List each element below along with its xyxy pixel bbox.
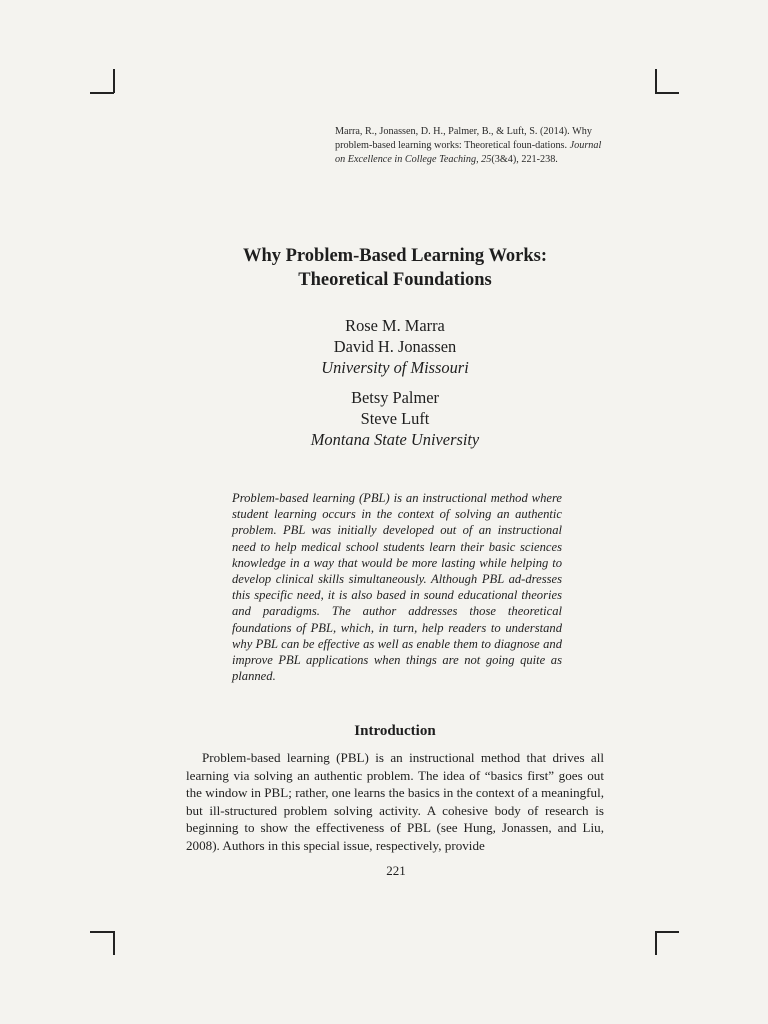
crop-mark-bottom-left-vertical xyxy=(113,931,115,955)
author-affiliation: University of Missouri xyxy=(321,358,469,377)
paper-title xyxy=(180,244,610,292)
section-heading-introduction: Introduction xyxy=(354,723,436,739)
paper-title-line-2: Theoretical Foundations xyxy=(298,270,492,290)
author-affiliation: Montana State University xyxy=(310,430,480,449)
crop-mark-top-right-vertical xyxy=(655,69,657,93)
crop-mark-bottom-right-vertical xyxy=(655,931,657,955)
body-paragraph: Problem-based learning (PBL) is an instructional method that drives all learning via solving an authentic problem. The idea of “basics first” goes out the window in PBL; rather, one learns the basics in the context of a meaningful, but ill-structured problem solving activity. A cohesive body of research is beginning to show the effectiveness of PBL (see Hung, Jonassen, and Liu, 2008). Authors in this special issue, respectively, provide xyxy=(186,750,604,853)
crop-mark-top-left-vertical xyxy=(113,69,115,93)
crop-mark-bottom-right-horizontal xyxy=(655,931,679,933)
crop-mark-bottom-left-horizontal xyxy=(90,931,114,933)
crop-mark-top-left-horizontal xyxy=(90,92,114,94)
paper-title-line-1: Why Problem-Based Learning Works: xyxy=(242,246,548,266)
author-name: Rose M. Marra xyxy=(345,316,445,335)
citation-article-title: Why problem-based learning works: Theoretical foun-dations. xyxy=(335,126,592,152)
author-name: Betsy Palmer xyxy=(351,388,439,407)
author-list xyxy=(180,315,610,450)
page-number: 221 xyxy=(386,863,406,878)
abstract: Problem-based learning (PBL) is an instructional method where student learning occurs in the context of solving an authentic problem. PBL was initially developed out of an instructional need to help medical school students learn their basic sciences knowledge in a way that would be more lasting while helping to develop clinical skills simultaneously. Although PBL ad-dresses this specific need, it is also based in sound educational theories and paradigms. The author addresses those theoretical foundations of PBL, which, in turn, help readers to understand why PBL can be effective as well as enable them to diagnose and improve PBL applications when things are not going quite as planned. xyxy=(232,491,562,684)
citation-authors-year: Marra, R., Jonassen, D. H., Palmer, B., & Luft, S. (2014). xyxy=(335,126,570,137)
author-name: Steve Luft xyxy=(360,409,430,428)
citation-journal: Journal on Excellence in College Teaching, 25 xyxy=(335,140,602,166)
author-name: David H. Jonassen xyxy=(333,337,457,356)
citation-block xyxy=(335,125,607,168)
crop-mark-top-right-horizontal xyxy=(655,92,679,94)
citation-issue-pages: (3&4), 221-238. xyxy=(491,154,558,166)
